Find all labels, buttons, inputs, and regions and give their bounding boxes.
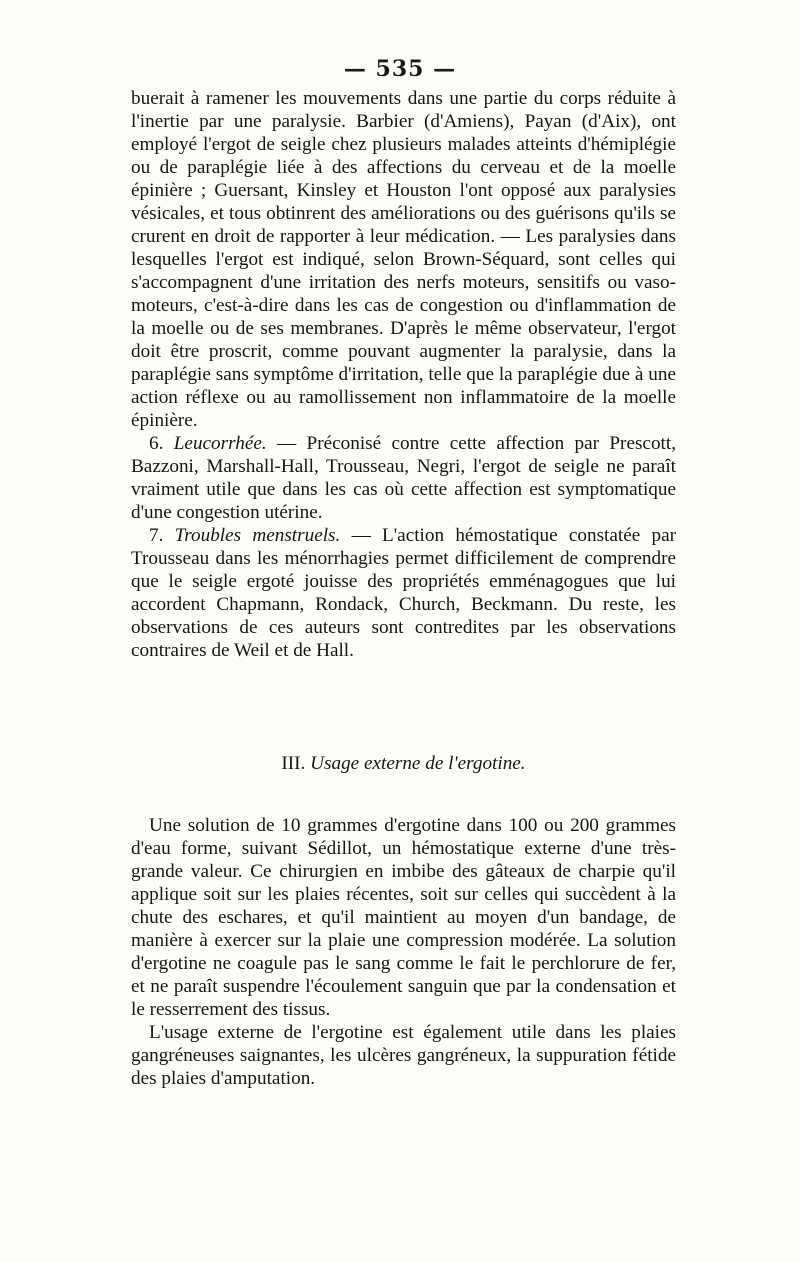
paragraph-solution-ergotine: Une solution de 10 grammes d'ergotine dans 100 ou 200 grammes d'eau forme, suivant Sédillot, un hémostatique externe d'une très-grande valeur. Ce chirurgien en imbibe des gâteaux de charpie qu'il applique soit sur les plaies récentes, soit sur celles qui succèdent à la chute des eschares, et qu'il maintient au moyen d'un bandage, de manière à exercer sur la plaie une compression modérée. La solution d'ergotine ne coagule pas le sang comme le fait le perchlorure de fer, et ne paraît suspendre l'écoulement sanguin que par la condensation et le resserrement des tissus. <box>131 815 676 1020</box>
item-number: 6. <box>149 433 164 454</box>
item-title: Leucorrhée. <box>173 433 267 454</box>
section-numeral: III. <box>281 753 306 774</box>
paragraph-leucorrhee <box>131 432 676 524</box>
paragraph-usage-externe: L'usage externe de l'ergotine est également utile dans les plaies gangréneuses saignantes, les ulcères gangréneux, la suppuration fétide des plaies d'amputation. <box>131 1022 676 1089</box>
paragraph-paralysies: buerait à ramener les mouvements dans une partie du corps réduite à l'inertie par une paralysie. Barbier (d'Amiens), Payan (d'Aix), ont employé l'ergot de seigle chez plusieurs malades atteints d'hémiplégie ou de paraplégie liée à des affections du cerveau et de la moelle épinière ; Guersant, Kinsley et Houston l'ont opposé aux paralysies vésicales, et tous obtinrent des améliorations ou des guérisons qu'ils se crurent en droit de rapporter à leur médication. — Les paralysies dans lesquelles l'ergot est indiqué, selon Brown-Séquard, sont celles qui s'accompagnent d'une irritation des nerfs moteurs, sensitifs ou vaso-moteurs, c'est-à-dire dans les cas de congestion ou d'inflammation de la moelle ou de ses membranes. D'après le même observateur, l'ergot doit être proscrit, comme pouvant augmenter la paralysie, dans la paraplégie sans symptôme d'irritation, telle que la paraplégie due à une action réflexe ou au ramollissement non inflammatoire de la moelle épinière. <box>131 88 676 431</box>
paragraph-troubles-menstruels <box>131 524 676 662</box>
item-text: — Préconisé contre cette affection par Prescott, Bazzoni, Marshall-Hall, Trousseau, Negri, l'ergot de seigle ne paraît vraiment utile que dans les cas où cette affection est symptomatique d'une congestion utérine. <box>131 433 676 523</box>
page-number: — 535 — <box>343 56 457 82</box>
item-title: Troubles menstruels. <box>174 525 341 546</box>
section-heading <box>131 753 676 775</box>
text-block-lower <box>131 814 676 1090</box>
section-title: Usage externe de l'ergotine. <box>310 753 526 774</box>
item-number: 7. <box>149 525 164 546</box>
text-block-upper <box>131 87 676 662</box>
item-text: — L'action hémostatique constatée par Trousseau dans les ménorrhagies permet difficilement de comprendre que le seigle ergoté jouisse des propriétés emménagogues que lui accordent Chapmann, Rondack, Church, Beckmann. Du reste, les observations de ces auteurs sont contredites par les observations contraires de Weil et de Hall. <box>131 525 677 661</box>
